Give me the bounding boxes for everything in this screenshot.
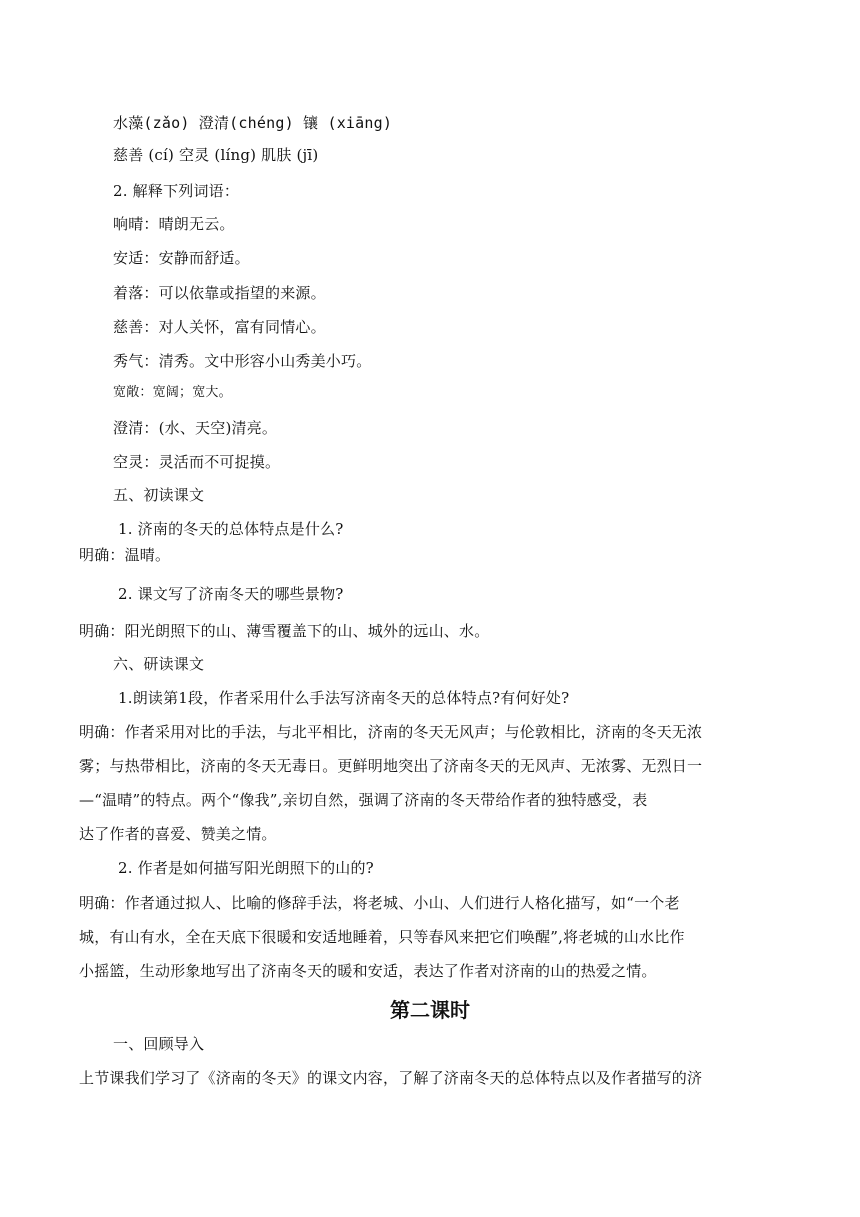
pinyin-row-2: 慈善 (cí) 空灵 (líng) 肌肤 (jī): [113, 146, 319, 164]
section-5-title: 五、初读课文: [113, 486, 205, 504]
vocab-item: 秀气：清秀。文中形容小山秀美小巧。: [113, 352, 372, 370]
section-5-q1: 1. 济南的冬天的总体特点是什么?: [118, 520, 344, 538]
section-6-title: 六、研读课文: [113, 655, 205, 673]
vocab-item: 安适：安静而舒适。: [113, 249, 250, 267]
section-6-q1: 1.朗读第1段，作者采用什么手法写济南冬天的总体特点?有何好处?: [118, 689, 570, 707]
vocab-item: 响晴：晴朗无云。: [113, 215, 235, 233]
section-6-a1-line: 明确：作者采用对比的手法，与北平相比，济南的冬天无风声；与伦敦相比，济南的冬天无浓: [79, 723, 703, 741]
section-6-q2: 2. 作者是如何描写阳光朗照下的山的?: [118, 859, 374, 877]
vocab-item: 澄清：(水、天空)清亮。: [113, 419, 278, 437]
vocab-item: 慈善：对人关怀，富有同情心。: [113, 318, 326, 336]
section-6-a1-line: —“温晴”的特点。两个“像我”,亲切自然，强调了济南的冬天带给作者的独特感受，表: [79, 791, 648, 809]
section-5-q2: 2. 课文写了济南冬天的哪些景物?: [118, 585, 344, 603]
lesson-2-heading: 第二课时: [390, 998, 470, 1022]
q2-title: 2. 解释下列词语：: [113, 182, 240, 200]
section-6-a2-line: 明确：作者通过拟人、比喻的修辞手法，将老城、小山、人们进行人格化描写，如“一个老: [79, 894, 680, 912]
vocab-item: 空灵：灵活而不可捉摸。: [113, 453, 281, 471]
pinyin-row-1: 水藻(zǎo) 澄清(chéng) 镶 (xiāng): [113, 114, 393, 132]
section-6-a2-line: 城，有山有水，全在天底下很暖和安适地睡着，只等春风来把它们唤醒”,将老城的山水比作: [79, 928, 685, 946]
section-5-a2: 明确：阳光朗照下的山、薄雪覆盖下的山、城外的远山、水。: [79, 622, 490, 640]
section-6-a1-line: 达了作者的喜爱、赞美之情。: [79, 825, 277, 843]
section-6-a2-line: 小摇篮，生动形象地写出了济南冬天的暖和安适，表达了作者对济南的山的热爱之情。: [79, 962, 657, 980]
section-6-a1-line: 雾；与热带相比，济南的冬天无毒日。更鲜明地突出了济南冬天的无风声、无浓雾、无烈日一: [79, 757, 703, 775]
section-5-a1: 明确：温晴。: [79, 546, 171, 564]
vocab-item: 宽敞：宽阔；宽大。: [113, 385, 232, 400]
lesson-2-section-1-title: 一、回顾导入: [113, 1035, 205, 1053]
vocab-item: 着落：可以依靠或指望的来源。: [113, 284, 326, 302]
lesson-2-section-1-text: 上节课我们学习了《济南的冬天》的课文内容，了解了济南冬天的总体特点以及作者描写的济: [79, 1069, 703, 1087]
